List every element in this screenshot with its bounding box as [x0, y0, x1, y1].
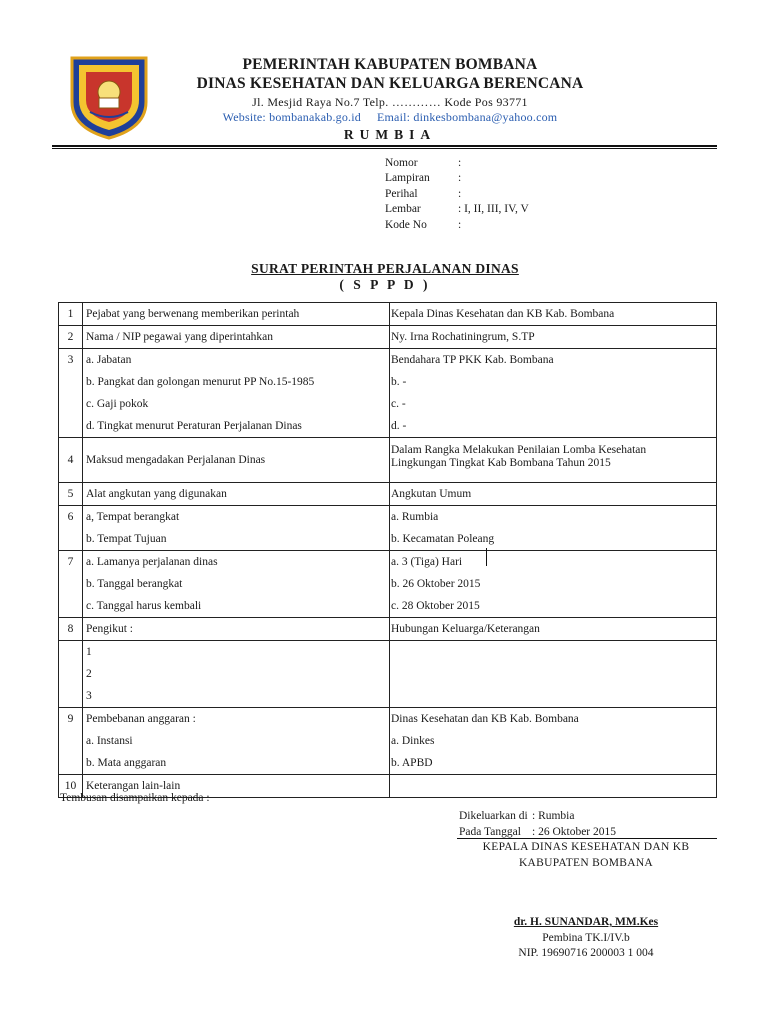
description-line: c. Tanggal harus kembali	[86, 600, 202, 612]
row-description	[83, 641, 390, 708]
value-line: c. 28 Oktober 2015	[391, 600, 480, 612]
description-line: c. Gaji pokok	[86, 398, 149, 410]
value-line: b. 26 Oktober 2015	[391, 578, 481, 590]
description-line: 1	[86, 646, 92, 658]
meta-label: Lampiran	[385, 172, 430, 185]
value-line: Hubungan Keluarga/Keterangan	[391, 623, 540, 635]
description-line: Nama / NIP pegawai yang diperintahkan	[86, 331, 274, 343]
description-line: a. Jabatan	[86, 354, 132, 366]
header-rule-thick	[52, 145, 717, 147]
header-address: Jl. Mesjid Raya No.7 Telp. ………… Kode Pos 93771	[252, 95, 528, 109]
row-number-text: 10	[64, 780, 77, 792]
row-number	[59, 618, 83, 641]
value-line: Lingkungan Tingkat Kab Bombana Tahun 2015	[391, 457, 611, 469]
issue-label: Dikeluarkan di	[459, 810, 528, 822]
value-line: a. Rumbia	[391, 511, 439, 523]
meta-row	[385, 218, 529, 233]
row-number	[59, 349, 83, 438]
description-line: b. Tempat Tujuan	[86, 533, 167, 545]
meta-row	[385, 171, 529, 186]
row-value	[390, 349, 717, 438]
header-rule-thin	[52, 148, 717, 149]
description-line: a. Lamanya perjalanan dinas	[86, 556, 218, 568]
row-value	[390, 303, 717, 326]
value-line: a. 3 (Tiga) Hari	[391, 556, 463, 568]
description-line: Maksud mengadakan Perjalanan Dinas	[86, 454, 266, 466]
row-value	[390, 551, 717, 618]
header-department: DINAS KESEHATAN DAN KELUARGA BERENCANA	[196, 75, 584, 92]
row-number-text: 5	[67, 488, 74, 500]
row-description	[83, 551, 390, 618]
row-number	[59, 326, 83, 349]
row-number	[59, 708, 83, 775]
row-value	[390, 438, 717, 483]
value-line: Kepala Dinas Kesehatan dan KB Kab. Bombana	[391, 308, 615, 320]
row-description	[83, 326, 390, 349]
header-government: PEMERINTAH KABUPATEN BOMBANA	[242, 56, 538, 73]
table-row	[59, 303, 717, 326]
row-number-text: 6	[67, 511, 74, 523]
meta-label: Kode No	[385, 218, 427, 231]
row-value	[390, 775, 717, 798]
description-line: b. Tanggal berangkat	[86, 578, 183, 590]
value-line: Bendahara TP PKK Kab. Bombana	[391, 354, 554, 366]
table-row	[59, 551, 717, 618]
value-line: b. Kecamatan Poleang	[391, 533, 495, 545]
description-line: Pembebanan anggaran :	[86, 713, 196, 725]
row-value	[390, 506, 717, 551]
value-line: Dalam Rangka Melakukan Penilaian Lomba Kesehatan	[391, 444, 647, 456]
row-number	[59, 551, 83, 618]
row-number	[59, 641, 83, 708]
row-number-text: 9	[67, 713, 74, 725]
value-line	[391, 685, 716, 707]
row-description	[83, 303, 390, 326]
table-row	[59, 506, 717, 551]
tembusan-note: Tembusan disampaikan kepada :	[60, 792, 210, 804]
description-line: Pejabat yang berwenang memberikan perintah	[86, 308, 300, 320]
row-number-text: 1	[67, 308, 74, 320]
description-line: Keterangan lain-lain	[86, 780, 181, 792]
table-row	[59, 641, 717, 708]
meta-label: Lembar	[385, 203, 421, 216]
value-line: Ny. Irna Rochatiningrum, S.TP	[391, 331, 535, 343]
description-line: Alat angkutan yang digunakan	[86, 488, 227, 500]
meta-value: :	[458, 218, 462, 231]
issue-row	[459, 808, 616, 824]
document-title: SURAT PERINTAH PERJALANAN DINAS	[251, 261, 519, 276]
meta-row	[385, 202, 529, 217]
table-row	[59, 618, 717, 641]
row-value	[390, 708, 717, 775]
table-row	[59, 349, 717, 438]
description-line: 3	[86, 690, 92, 702]
value-line: d. -	[391, 420, 407, 432]
header-city: RUMBIA	[343, 127, 437, 142]
table-row	[59, 326, 717, 349]
row-number-text: 7	[67, 556, 74, 568]
value-line: c. -	[391, 398, 406, 410]
row-value	[390, 483, 717, 506]
row-value	[390, 326, 717, 349]
row-number	[59, 483, 83, 506]
document-subtitle: ( S P P D )	[339, 277, 431, 292]
signer-position-line1: KEPALA DINAS KESEHATAN DAN KB	[482, 841, 690, 853]
signer-name: dr. H. SUNANDAR, MM.Kes	[513, 916, 659, 928]
description-line: 2	[86, 668, 92, 680]
description-line: d. Tingkat menurut Peraturan Perjalanan Dinas	[86, 420, 302, 432]
signer-rank: Pembina TK.I/IV.b	[542, 932, 630, 944]
meta-row	[385, 156, 529, 171]
meta-value: :	[458, 157, 462, 169]
issue-label: Pada Tanggal	[459, 826, 521, 838]
row-number	[59, 506, 83, 551]
signer-position-line2: KABUPATEN BOMBANA	[518, 857, 654, 869]
signer-nip: NIP. 19690716 200003 1 004	[518, 947, 654, 959]
value-line: b. APBD	[391, 757, 433, 769]
value-line: a. Dinkes	[391, 735, 435, 747]
description-line: b. Pangkat dan golongan menurut PP No.15-1985	[86, 376, 315, 388]
issue-info	[459, 808, 616, 840]
row-number-text	[59, 641, 82, 663]
meta-value: :	[458, 187, 462, 200]
row-number-text: 4	[67, 454, 74, 466]
row-description	[83, 618, 390, 641]
meta-value: : I, II, III, IV, V	[458, 203, 529, 216]
row-description	[83, 438, 390, 483]
meta-label: Perihal	[385, 187, 418, 200]
description-line: Pengikut :	[86, 623, 133, 635]
row-description	[83, 708, 390, 775]
sppd-table	[58, 302, 717, 798]
table-row	[59, 483, 717, 506]
value-line: b. -	[391, 376, 407, 388]
row-number-text: 3	[67, 354, 74, 366]
letter-meta	[385, 156, 529, 233]
header-website-email: Website: bombanakab.go.id Email: dinkesbombana@yahoo.com	[222, 110, 558, 124]
value-line: Angkutan Umum	[391, 488, 472, 500]
meta-value: :	[458, 172, 462, 185]
signer-position	[455, 839, 717, 871]
meta-row	[385, 187, 529, 202]
issue-value: : Rumbia	[532, 810, 575, 822]
description-line: a, Tempat berangkat	[86, 511, 180, 523]
value-line	[391, 641, 716, 663]
row-description	[83, 483, 390, 506]
row-number-text: 8	[67, 623, 74, 635]
text-cursor	[486, 548, 487, 566]
meta-label: Nomor	[385, 157, 418, 169]
value-line: Dinas Kesehatan dan KB Kab. Bombana	[391, 713, 579, 725]
row-number-text: 2	[67, 331, 74, 343]
table-row	[59, 708, 717, 775]
row-value	[390, 618, 717, 641]
row-description	[83, 506, 390, 551]
row-value	[390, 641, 717, 708]
row-number	[59, 438, 83, 483]
description-line: b. Mata anggaran	[86, 757, 167, 769]
table-row	[59, 438, 717, 483]
row-number	[59, 303, 83, 326]
row-description	[83, 349, 390, 438]
value-line	[391, 663, 716, 685]
description-line: a. Instansi	[86, 735, 133, 747]
value-line	[391, 775, 716, 797]
issue-value: : 26 Oktober 2015	[532, 826, 617, 838]
